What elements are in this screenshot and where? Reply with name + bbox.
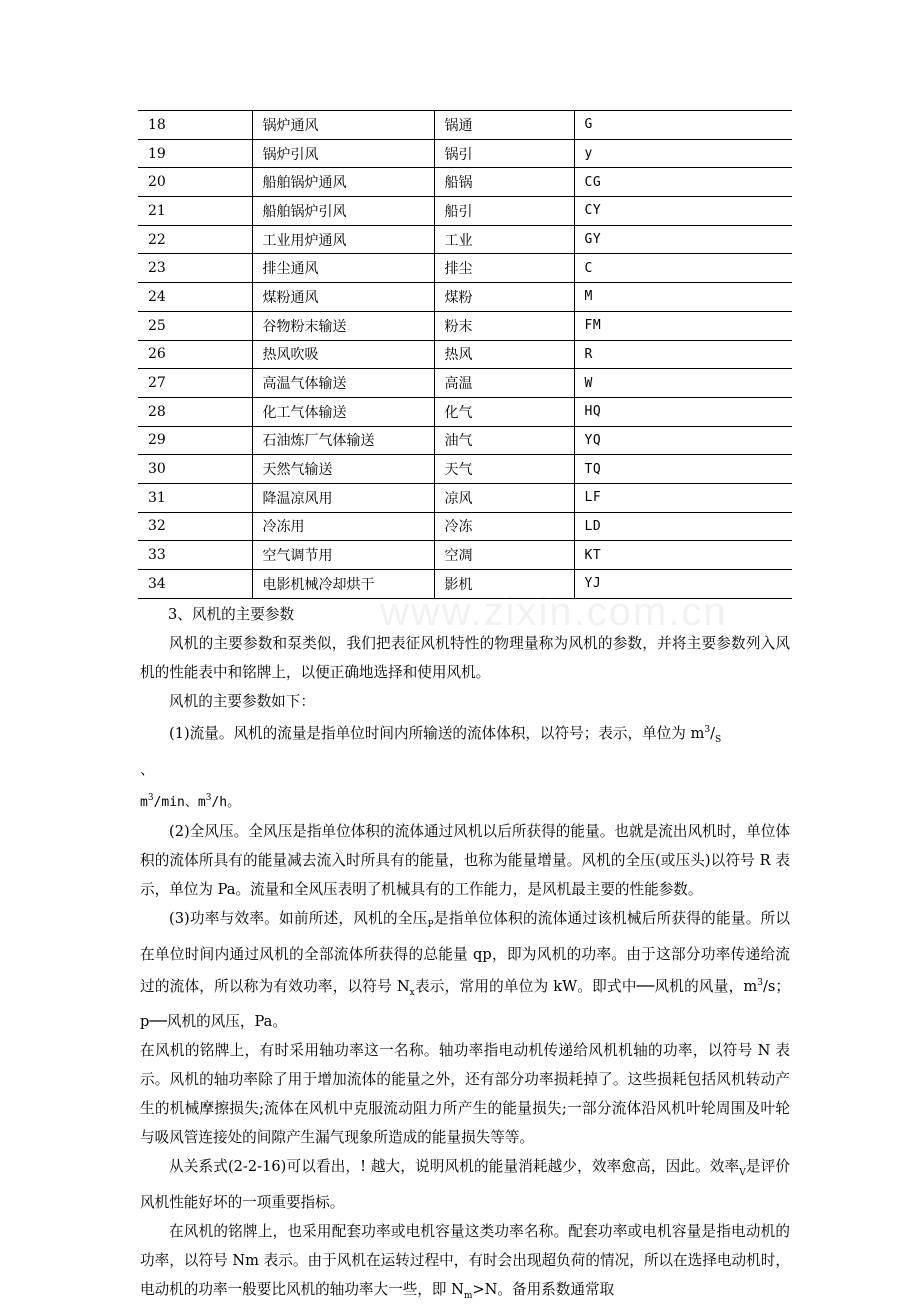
table-row: [138, 254, 792, 283]
purpose-name: 煤粉通风: [252, 283, 434, 312]
paragraph-shaft-power: 在风机的铭牌上，有时采用轴功率这一名称。轴功率指电动机传递给风机机轴的功率，以符号 N 表示。风机的轴功率除了用于增加流体的能量之外，还有部分功率损耗掉了。这些损耗包括风机转动产生的机械摩擦损失;流体在风机中克服流动阻力所产生的能量损失;一部分流体沿风机叶轮周围及叶轮与吸风管连接处的间隙产生漏气现象所造成的能量损失等等。: [140, 1042, 790, 1147]
paragraph-power: (3)功率与效率。如前所述，风机的全压$_P$是指单位体积的流体通过该机械后所获得的能量。所以在单位时间内通过风机的全部流体所获得的总能量 qp，即为风机的功率。由于这部分功率传递给流过的流体，所以称为有效功率，以符号 $N_x$表示，常用的单位为 kW。即式中──风机的风量，$m^3/s$；p──风机的风压，Pa。: [140, 909, 790, 1031]
short-name: 排尘: [434, 254, 574, 283]
paragraph-pressure: (2)全风压。全风压是指单位体积的流体通过风机以后所获得的能量。也就是流出风机时，单位体积的流体所具有的能量减去流入时所具有的能量，也称为能量增量。风机的全压(或压头)以符号 R 表示，单位为 Pa。流量和全风压表明了机械具有的工作能力，是风机最主要的性能参数。: [140, 822, 790, 898]
row-number: 22: [138, 225, 252, 254]
table-row: [138, 455, 792, 484]
body-text: [140, 600, 790, 1311]
short-name: 高温: [434, 369, 574, 398]
paragraph-flow-units: $m^3/\min$、$m^3/h$。: [140, 792, 241, 810]
code: YJ: [574, 570, 792, 599]
table-row: [138, 283, 792, 312]
row-number: 34: [138, 570, 252, 599]
short-name: 锅通: [434, 111, 574, 140]
code: LD: [574, 512, 792, 541]
paragraph-list-intro: 风机的主要参数如下：: [169, 693, 315, 710]
code: G: [574, 111, 792, 140]
short-name: 空凋: [434, 541, 574, 570]
watermark: www.zixin.com.cn: [380, 590, 728, 634]
row-number: 19: [138, 139, 252, 168]
purpose-name: 锅炉引风: [252, 139, 434, 168]
short-name: 船锅: [434, 168, 574, 197]
table-row: [138, 311, 792, 340]
purpose-name: 排尘通风: [252, 254, 434, 283]
short-name: 油气: [434, 426, 574, 455]
code: TQ: [574, 455, 792, 484]
code: LF: [574, 483, 792, 512]
table-row: [138, 369, 792, 398]
table-row: [138, 111, 792, 140]
purpose-name: 石油炼厂气体输送: [252, 426, 434, 455]
code: W: [574, 369, 792, 398]
purpose-name: 谷物粉末输送: [252, 311, 434, 340]
row-number: 18: [138, 111, 252, 140]
code: GY: [574, 225, 792, 254]
row-number: 23: [138, 254, 252, 283]
code: FM: [574, 311, 792, 340]
purpose-name: 工业用炉通风: [252, 225, 434, 254]
row-number: 21: [138, 197, 252, 226]
code: R: [574, 340, 792, 369]
purpose-name: 船舶锅炉通风: [252, 168, 434, 197]
table-row: [138, 541, 792, 570]
row-number: 27: [138, 369, 252, 398]
short-name: 粉末: [434, 311, 574, 340]
purpose-name: 船舶锅炉引风: [252, 197, 434, 226]
purpose-name: 空气调节用: [252, 541, 434, 570]
table-row: [138, 340, 792, 369]
code: y: [574, 139, 792, 168]
section-heading: 3、风机的主要参数: [168, 606, 295, 623]
fan-purpose-code-table: [138, 110, 792, 599]
short-name: 化气: [434, 397, 574, 426]
short-name: 影机: [434, 570, 574, 599]
short-name: 热风: [434, 340, 574, 369]
purpose-name: 天然气输送: [252, 455, 434, 484]
table-row: [138, 168, 792, 197]
row-number: 20: [138, 168, 252, 197]
row-number: 33: [138, 541, 252, 570]
short-name: 锅引: [434, 139, 574, 168]
table-row: [138, 139, 792, 168]
short-name: 船引: [434, 197, 574, 226]
short-name: 工业: [434, 225, 574, 254]
code: CY: [574, 197, 792, 226]
paragraph-motor-power: 在风机的铭牌上，也采用配套功率或电机容量这类功率名称。配套功率或电机容量是指电动机的功率，以符号 Nm 表示。由于风机在运转过程中，有时会出现超负荷的情况，所以在选择电动机时，电动机的功率一般要比风机的轴功率大一些，即 $N_m>N$。备用系数通常取: [140, 1223, 790, 1302]
row-number: 25: [138, 311, 252, 340]
row-number: 30: [138, 455, 252, 484]
purpose-name: 降温凉风用: [252, 483, 434, 512]
purpose-name: 热风吹吸: [252, 340, 434, 369]
short-name: 凉风: [434, 483, 574, 512]
paragraph-flow-cont: 、: [140, 760, 155, 778]
row-number: 31: [138, 483, 252, 512]
row-number: 32: [138, 512, 252, 541]
row-number: 28: [138, 397, 252, 426]
row-number: 29: [138, 426, 252, 455]
short-name: 冷冻: [434, 512, 574, 541]
table-row: [138, 197, 792, 226]
table-row: [138, 512, 792, 541]
row-number: 26: [138, 340, 252, 369]
purpose-name: 锅炉通风: [252, 111, 434, 140]
purpose-name: 电影机械冷却烘干: [252, 570, 434, 599]
purpose-name: 冷冻用: [252, 512, 434, 541]
table-row: [138, 426, 792, 455]
short-name: 天气: [434, 455, 574, 484]
paragraph-efficiency: 从关系式(2-2-16)可以看出，! 越大，说明风机的能量消耗越少，效率愈高，因此。效率$_V$是评价风机性能好坏的一项重要指标。: [140, 1158, 790, 1212]
code: YQ: [574, 426, 792, 455]
code: HQ: [574, 397, 792, 426]
paragraph-intro: 风机的主要参数和泵类似，我们把表征风机特性的物理量称为风机的参数，并将主要参数列入风机的性能表中和铭牌上，以便正确地选择和使用风机。: [140, 635, 790, 681]
paragraph-flow: (1)流量。风机的流量是指单位时间内所输送的流体体积，以符号；表示，单位为 $m^3/_S$: [169, 724, 722, 745]
purpose-name: 高温气体输送: [252, 369, 434, 398]
short-name: 煤粉: [434, 283, 574, 312]
code: C: [574, 254, 792, 283]
table-row: [138, 483, 792, 512]
code: KT: [574, 541, 792, 570]
code: M: [574, 283, 792, 312]
table-row: [138, 225, 792, 254]
code: CG: [574, 168, 792, 197]
purpose-name: 化工气体输送: [252, 397, 434, 426]
row-number: 24: [138, 283, 252, 312]
table-row: [138, 397, 792, 426]
